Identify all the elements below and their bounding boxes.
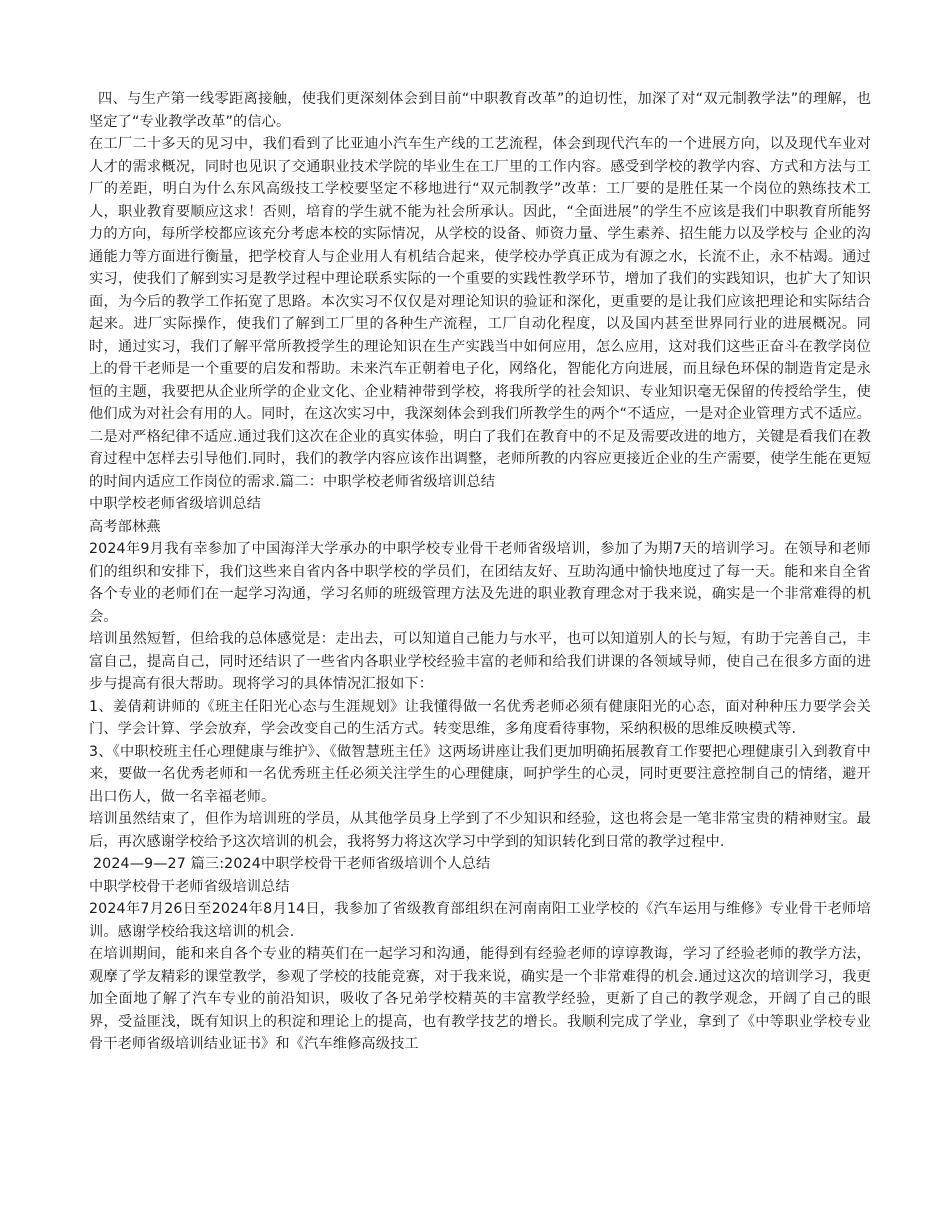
paragraph-training-intro: 2024年9月我有幸参加了中国海洋大学承办的中职学校专业骨干老师省级培训，参加了为期7天的培训学习。在领导和老师们的组织和安排下，我们这些来自省内各中职学校的学员们，在团结友好、互助沟通中愉快地度过了每一天。能和来自全省各个专业的老师们在一起学习沟通，学习名师的班级管理方法及先进的职业教育理念对于我来说，确实是一个非常难得的机会。 — [89, 541, 871, 625]
paragraph-lecture-3: 3、《中职校班主任心理健康与维护》、《做智慧班主任》这两场讲座让我们更加明确拓展教育工作要把心理健康引入到教育中来，要做一名优秀老师和一名优秀班主任必须关注学生的心理健康，呵护学生的心灵，同时更要注意控制自己的情绪，避开出口伤人，做一名幸福老师。 — [89, 743, 871, 805]
paragraph-title-backbone-summary: 中职学校骨干老师省级培训总结 — [89, 878, 290, 895]
paragraph-factory-internship: 在工厂二十多天的见习中，我们看到了比亚迪小汽车生产线的工艺流程，体会到现代汽车的一个进展方向，以及现代车业对人才的需求概况，同时也见识了交通职业技术学院的毕业生在工厂里的工作内容。感受到学校的教学内容、方式和方法与工厂的差距，明白为什么东风高级技工学校要坚定不移地进行“双元制教学”改革：工厂要的是胜任某一个岗位的熟练技术工人，职业教育要顺应这求！否则，培育的学生就不能为社会所承认。因此，“全面进展”的学生不应该是我们中职教育所能努力的方向，每所学校都应该充分考虑本校的实际情况，从学校的设备、师资力量、学生素养、招生能力以及学校与 企业的沟通能力等方面进行衡量，把学校育人与企业用人有机结合起来，使学校办学真正成为有源之水，长流不止，永不枯竭。通过实习，使我们了解到实习是教学过程中理论联系实际的一个重要的实践性教学环节，增加了我们的实践知识，也扩大了知识面，为今后的教学工作拓宽了思路。本次实习不仅仅是对理论知识的验证和深化，更重要的是让我们应该把理论和实际结合起来。进厂实际操作，使我们了解到工厂里的各种生产流程，工厂自动化程度，以及国内甚至世界同行业的进展概况。同时，通过实习，我们了解平常所教授学生的理论知识在生产实践当中如何应用，怎么应用，这对我们这些正奋斗在教学岗位上的骨干老师是一个重要的启发和帮助。未来汽车正朝着电子化，网络化，智能化方向进展，而且绿色环保的制造肯定是永恒的主题，我要把从企业所学的企业文化、企业精神带到学校，将我所学的社会知识、专业知识毫无保留的传授给学生，使他们成为对社会有用的人。同时，在这次实习中，我深刻体会到我们所教学生的两个“不适应，一是对企业管理方式不适应。二是对严格纪律不适应.通过我们这次在企业的真实体验，明白了我们在教育中的不足及需要改进的地方，关键是看我们在教育过程中怎样去引导他们.同时，我们的教学内容应该作出调整，老师所教的内容应更接近企业的生产需要，使学生能在更短的时间内适应工作岗位的需求.篇二：中职学校老师省级培训总结 — [89, 136, 871, 490]
paragraph-author: 高考部林燕 — [89, 518, 161, 535]
paragraph-lecture-1: 1、姜倩莉讲师的《班主任阳光心态与生涯规划》让我懂得做一名优秀老师必须有健康阳光的心态，面对种种压力要学会关门、学会计算、学会放弃，学会改变自己的生活方式。转变思维，多角度看待事物，采纳积极的思维反映模式等. — [89, 698, 871, 737]
paragraph-dual-system-insight: 四、与生产第一线零距离接触，使我们更深刻体会到目前“中职教育改革”的迫切性，加深了对“双元制教学法”的理解，也坚定了“专业教学改革”的信心。 — [89, 91, 871, 130]
paragraph-training-conclusion: 培训虽然结束了，但作为培训班的学员，从其他学员身上学到了不少知识和经验，这也将会是一笔非常宝贵的精神财宝。最后，再次感谢学校给予这次培训的机会，我将努力将这次学习中学到的知识转化到日常的教学过程中. — [89, 811, 871, 850]
paragraph-training-feeling: 培训虽然短暂，但给我的总体感觉是：走出去，可以知道自己能力与水平，也可以知道别人的长与短，有助于完善自己，丰富自己，提高自己，同时还结识了一些省内各职业学校经验丰富的老师和给我们讲课的各领域导师，使自己在很多方面的进步与提高有很大帮助。现将学习的具体情况汇报如下： — [89, 631, 871, 692]
paragraph-backbone-intro: 2024年7月26日至2024年8月14日，我参加了省级教育部组织在河南南阳工业学校的《汽车运用与维修》专业骨干老师培训。感谢学校给我这培训的机会. — [89, 901, 871, 940]
document-page — [89, 88, 871, 1056]
paragraph-title-training-summary: 中职学校老师省级培训总结 — [89, 496, 262, 512]
paragraph-backbone-body: 在培训期间，能和来自各个专业的精英们在一起学习和沟通，能得到有经验老师的谆谆教诲，学习了经验老师的教学方法，观摩了学友精彩的课堂教学，参观了学校的技能竞赛，对于我来说，确实是一个非常难得的机会.通过这次的培训学习，我更加全面地了解了汽车专业的前沿知识，吸收了各兄弟学校精英的丰富教学经验，更新了自己的教学观念，开阔了自己的眼界，受益匪浅，既有知识上的积淀和理论上的提高，也有教学技艺的增长。我顺利完成了学业，拿到了《中等职业学校专业骨干老师省级培训结业证书》和《汽车维修高级技工 — [89, 946, 871, 1052]
paragraph-date-and-part3: 2024—9—27 篇三:2024中职学校骨干老师省级培训个人总结 — [93, 856, 491, 872]
